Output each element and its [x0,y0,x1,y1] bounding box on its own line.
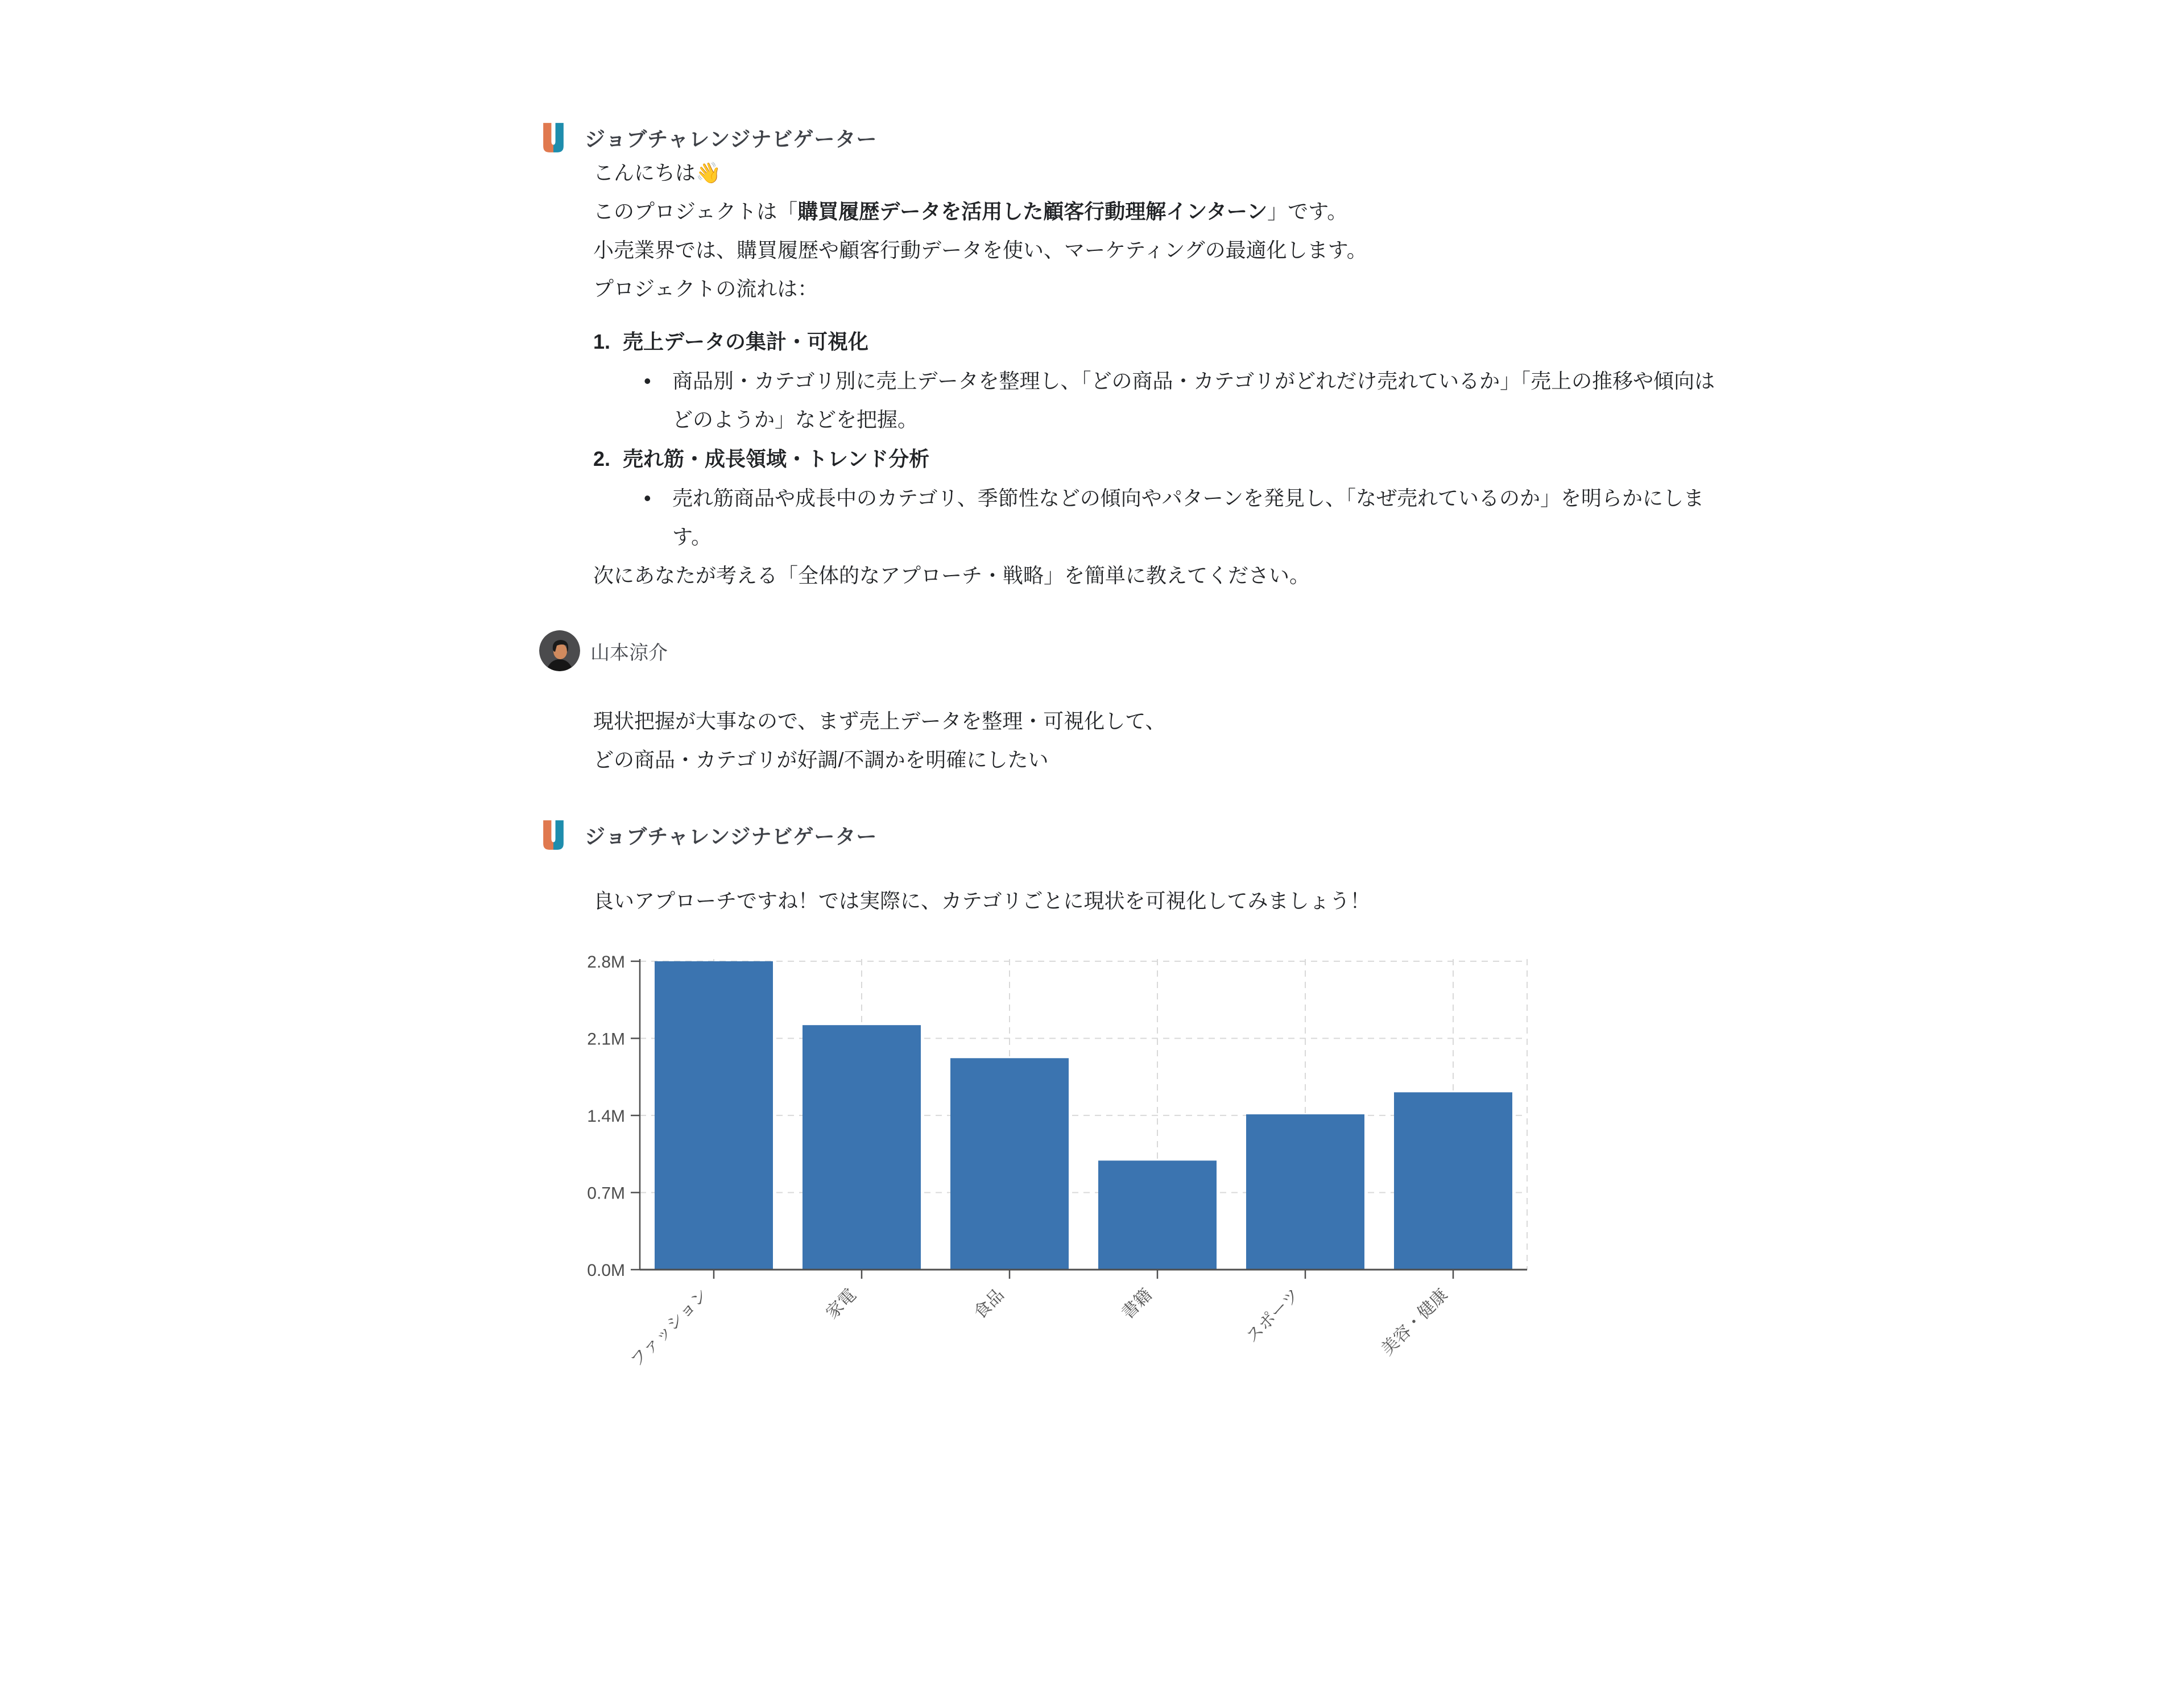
user-header [539,630,1734,671]
list-number: 2. [593,447,611,470]
assistant-header [539,819,1734,851]
bullet-dot: • [644,369,651,392]
bullet-text: 売れ筋商品や成長中のカテゴリ、季節性などの傾向やパターンを発見し、「なぜ売れているのか」を明らかにします。 [672,486,1705,548]
svg-text:0.0M: 0.0M [587,1261,625,1280]
svg-text:ファッション: ファッション [627,1285,712,1371]
assistant-name: ジョブチャレンジナビゲーター [585,127,878,151]
list-number: 1. [593,330,611,353]
project-title-bold: 購買履歴データを活用した顧客行動理解インターン [797,200,1268,223]
greeting-paragraph: こんにちは👋 このプロジェクトは「購買履歴データを活用した顧客行動理解インターン」です。 小売業界では、購買履歴や顧客行動データを使い、マーケティングの最適化します。 [593,161,1367,262]
assistant-message-2 [539,819,1734,1395]
user-avatar [539,630,580,671]
list-item [593,322,1734,439]
assistant-message-2-body [593,882,1734,920]
svg-text:食品: 食品 [970,1285,1008,1323]
assistant-message-1 [539,122,1734,595]
svg-text:家電: 家電 [822,1285,860,1323]
chart-container [560,951,1734,1395]
svg-text:0.7M: 0.7M [587,1184,625,1203]
svg-text:1.4M: 1.4M [587,1106,625,1126]
project-flow-list [593,322,1734,556]
svg-text:2.8M: 2.8M [587,952,625,972]
svg-text:スポーツ: スポーツ [1242,1285,1304,1346]
assistant-reply-text: 良いアプローチですね！では実際に、カテゴリごとに現状を可視化してみましょう！ [593,889,1371,912]
user-message [539,630,1734,779]
assistant-message-1-body [593,154,1734,595]
svg-text:書籍: 書籍 [1118,1285,1156,1323]
flow-intro: プロジェクトの流れは： [593,277,818,300]
svg-text:2.1M: 2.1M [587,1030,625,1049]
user-message-body [593,702,1734,779]
bullet-text: 商品別・カテゴリ別に売上データを整理し、「どの商品・カテゴリがどれだけ売れているか」「売上の推移や傾向はどのようか」などを把握。 [672,369,1715,431]
brand-u-icon [539,820,568,850]
assistant-name: ジョブチャレンジナビゲーター [585,824,878,848]
user-text: 現状把握が大事なので、まず売上データを整理・可視化して、 どの商品・カテゴリが好調/不調かを明確にしたい [593,709,1166,771]
category-sales-bar-chart [560,951,1538,1395]
assistant-header [539,122,1734,154]
chat-transcript [539,0,1734,1395]
list-item-title: 売れ筋・成長領域・トレンド分析 [623,447,930,470]
brand-u-icon [539,123,568,152]
closing-question: 次にあなたが考える「全体的なアプローチ・戦略」を簡単に教えてください。 [593,564,1310,587]
list-item [593,439,1734,556]
user-name: 山本涼介 [590,642,668,664]
list-item-title: 売上データの集計・可視化 [623,330,869,353]
bullet-dot: • [644,486,651,510]
svg-text:美容・健康: 美容・健康 [1378,1285,1451,1360]
